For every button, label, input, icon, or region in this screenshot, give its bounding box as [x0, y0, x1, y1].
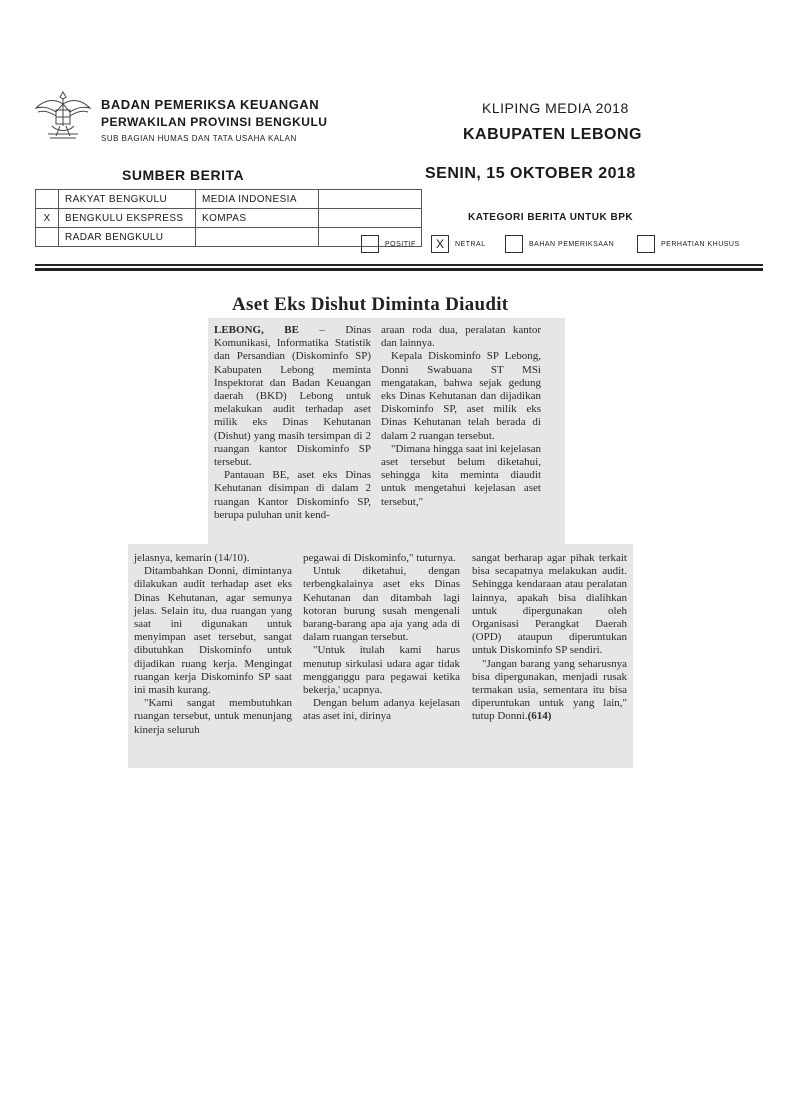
article-paragraph: sangat berharap agar pihak terkait bisa secapatnya melakukan audit. Sehingga kendaraan atau peralatan lainnya, apakah bisa dialihkan untuk dipergunakan oleh Organisasi Perangkat Daerah (OPD) ataupun diperuntukan untuk Diskominfo SP sendiri. [472, 552, 627, 657]
source-right: MEDIA INDONESIA [196, 190, 319, 209]
article-paragraph: Untuk diketahui, dengan terbengkalainya aset eks Dinas Kehutanan dan ditambah lagi kotoran burung susah mengenali barang-barang apa aja yang ada di dalam ruangan tersebut. [303, 565, 460, 644]
article-column-5 [472, 552, 627, 724]
kabupaten-title: KABUPATEN LEBONG [463, 126, 642, 143]
org-name: BADAN PEMERIKSA KEUANGAN [101, 97, 320, 112]
source-row [36, 209, 422, 228]
source-left: RAKYAT BENGKULU [59, 190, 196, 209]
kategori-checkbox: X [431, 235, 449, 253]
kategori-checkbox [505, 235, 523, 253]
article-paragraph: pegawai di Diskominfo," tuturnya. [303, 552, 456, 564]
kategori-checkbox [637, 235, 655, 253]
article-paragraph: araan roda dua, peralatan kantor dan lainnya. [381, 324, 541, 350]
source-mark: X [36, 209, 59, 228]
kategori-checkbox [361, 235, 379, 253]
kategori-positif [361, 234, 416, 254]
article-paragraph: Pantauan BE, aset eks Dinas Kehutanan disimpan di dalam 2 ruangan Kantor Diskominfo SP, berupa puluhan unit kend- [214, 469, 371, 521]
header-divider [35, 264, 763, 266]
source-left: RADAR BENGKULU [59, 228, 196, 247]
garuda-emblem-icon [30, 86, 96, 148]
source-right [196, 228, 319, 247]
article-paragraph: Ditambahkan Donni, dimintanya dilakukan audit terhadap aset eks Dinas Kehutanan, agar semunya jelas. Selain itu, dua ruangan yang saat ini digunakan untuk menyimpan aset tersebut, sangat dibutuhkan Diskominfo untuk dijadikan ruang kerja. Mengingat ruangan kerja Diskominfo SP saat ini masih kurang. [134, 565, 292, 697]
org-subdivision: SUB BAGIAN HUMAS DAN TATA USAHA KALAN [101, 134, 297, 143]
kategori-bahan-pemeriksaan [505, 234, 614, 254]
source-mark [36, 228, 59, 247]
article-code: (614) [527, 710, 552, 723]
article-headline: Aset Eks Dishut Diminta Diaudit [232, 294, 509, 315]
publication-date: SENIN, 15 OKTOBER 2018 [425, 165, 636, 182]
source-row [36, 190, 422, 209]
kategori-label: BAHAN PEMERIKSAAN [529, 240, 615, 248]
article-column-2 [381, 324, 541, 509]
article-paragraph: LEBONG, BE – Dinas Komunikasi, Informatika Statistik dan Persandian (Diskominfo SP) Kabupaten Lebong meminta Inspektorat dan Badan Keuangan daerah (BKD) Lebong untuk melakukan audit terhadap aset milik eks Dinas Kehutanan (Dishut) yang masih tersimpan di 2 ruangan kantor Diskominfo SP tersebut. [214, 324, 371, 469]
kategori-perhatian-khusus [637, 234, 740, 254]
article-column-3 [134, 552, 292, 737]
source-left: BENGKULU EKSPRESS [59, 209, 196, 228]
kategori-label: PERHATIAN KHUSUS [661, 240, 740, 248]
article-paragraph: "Dimana hingga saat ini kejelasan aset tersebut belum diketahui, sehingga kita meminta diaudit untuk mengetahui kejelasan aset tersebut," [381, 442, 541, 508]
article-column-1 [214, 324, 371, 522]
kliping-title: KLIPING MEDIA 2018 [482, 100, 629, 116]
article-paragraph: jelasnya, kemarin (14/10). [134, 552, 250, 564]
article-dateline: LEBONG, BE [214, 324, 299, 336]
org-region: PERWAKILAN PROVINSI BENGKULU [101, 115, 328, 129]
sumber-berita-title: SUMBER BERITA [122, 167, 245, 183]
article-paragraph: "Kami sangat membutuhkan ruangan tersebut, untuk menunjang kinerja seluruh [134, 697, 292, 736]
source-empty [319, 209, 422, 228]
header-divider [35, 268, 763, 271]
article-paragraph: Dengan belum adanya kejelasan atas aset ini, dirinya [303, 697, 460, 723]
kategori-label: NETRAL [455, 240, 486, 248]
article-paragraph: "Untuk itulah kami harus menutup sirkulasi udara agar tidak mengganggu para pegawai ketika bekerja,' ucapnya. [303, 644, 460, 697]
kategori-title: KATEGORI BERITA UNTUK BPK [468, 212, 634, 223]
kategori-netral [431, 234, 486, 254]
source-right: KOMPAS [196, 209, 319, 228]
article-paragraph: "Jangan barang yang seharusnya bisa dipergunakan, menjadi rusak termakan usia, sementara itu bisa diperuntukan untuk yang lain," tutup Donni.(614) [472, 657, 627, 723]
article-column-4 [303, 552, 460, 724]
article-paragraph: Kepala Diskominfo SP Lebong, Donni Swabuana ST MSi mengatakan, bahwa sejak gedung eks Dinas Kehutanan dan dijadikan Diskominfo SP, aset milik eks Dinas Kehutanan telah berada di dalam 2 ruangan tersebut. [381, 350, 541, 442]
source-empty [319, 190, 422, 209]
kategori-label: POSITIF [385, 240, 416, 248]
source-mark [36, 190, 59, 209]
